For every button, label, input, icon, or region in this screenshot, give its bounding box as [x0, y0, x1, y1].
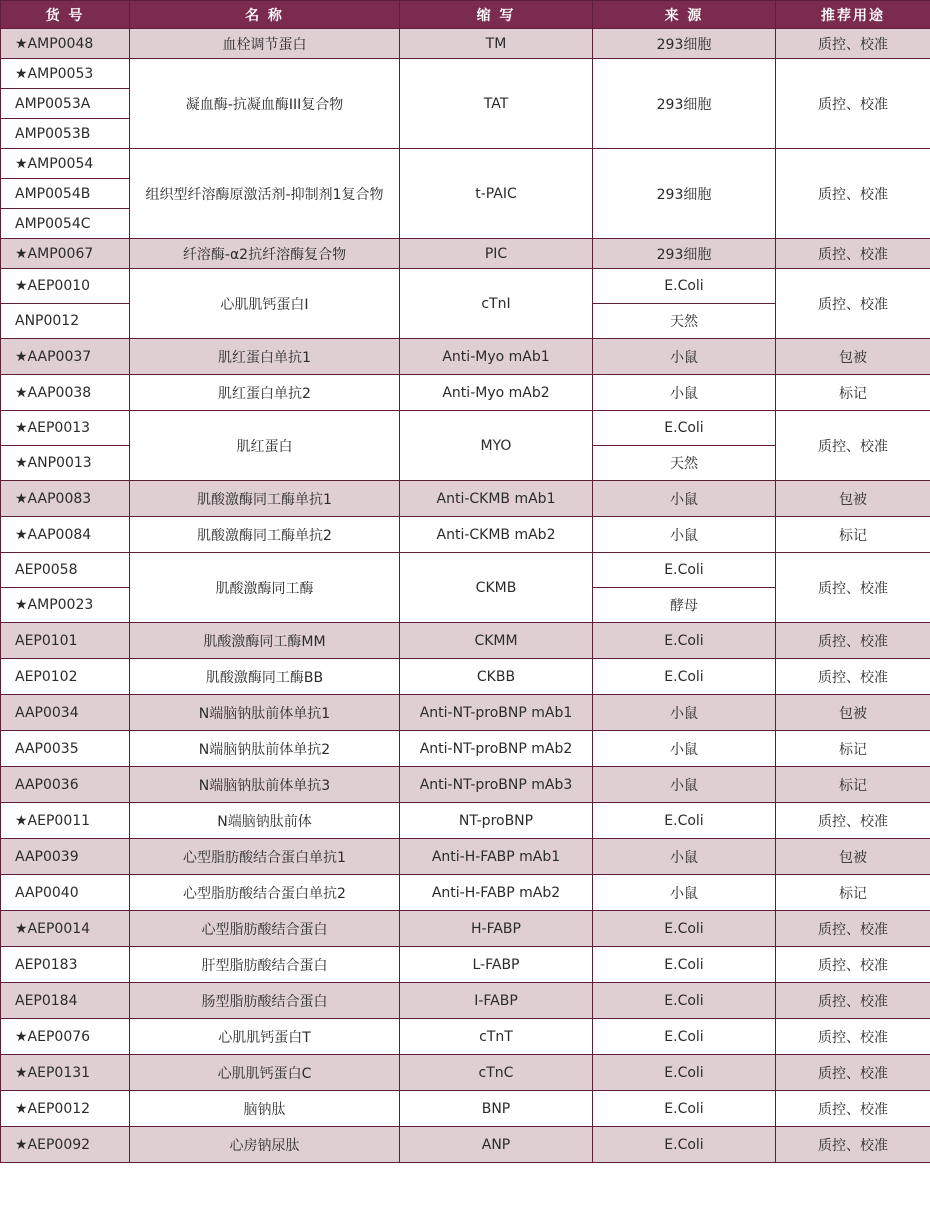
cell-source: 小鼠 — [593, 517, 776, 553]
cell-abbreviation: Anti-NT-proBNP mAb2 — [400, 731, 593, 767]
cell-usage: 质控、校准 — [776, 803, 930, 839]
cell-code: AAP0036 — [1, 767, 130, 803]
cell-code: AMP0054B — [1, 179, 130, 209]
cell-code: ★AEP0013 — [1, 411, 130, 446]
table-row — [1, 659, 930, 695]
cell-name: 肌酸激酶同工酶BB — [130, 659, 400, 695]
table-row — [1, 517, 930, 553]
cell-abbreviation: NT-proBNP — [400, 803, 593, 839]
cell-usage: 质控、校准 — [776, 239, 930, 269]
table-row — [1, 481, 930, 517]
cell-code: AAP0039 — [1, 839, 130, 875]
header-code: 货 号 — [1, 1, 130, 29]
cell-usage: 质控、校准 — [776, 1055, 930, 1091]
cell-code: ★AEP0012 — [1, 1091, 130, 1127]
cell-usage: 标记 — [776, 875, 930, 911]
cell-name: N端脑钠肽前体单抗3 — [130, 767, 400, 803]
cell-code: AEP0102 — [1, 659, 130, 695]
cell-usage: 包被 — [776, 839, 930, 875]
table-row — [1, 803, 930, 839]
cell-code: ★AMP0048 — [1, 29, 130, 59]
table-row — [1, 375, 930, 411]
cell-usage: 质控、校准 — [776, 149, 930, 239]
cell-usage: 标记 — [776, 517, 930, 553]
cell-source: E.Coli — [593, 803, 776, 839]
cell-source: 293细胞 — [593, 59, 776, 149]
cell-code: AMP0053A — [1, 89, 130, 119]
cell-name: N端脑钠肽前体单抗2 — [130, 731, 400, 767]
cell-source: E.Coli — [593, 411, 776, 446]
table-row — [1, 695, 930, 731]
cell-abbreviation: CKMB — [400, 553, 593, 623]
cell-code: ★AEP0131 — [1, 1055, 130, 1091]
cell-source: 293细胞 — [593, 239, 776, 269]
cell-code: ★AMP0023 — [1, 588, 130, 623]
cell-abbreviation: Anti-H-FABP mAb1 — [400, 839, 593, 875]
cell-name: 心型脂肪酸结合蛋白 — [130, 911, 400, 947]
cell-usage: 标记 — [776, 375, 930, 411]
table-row — [1, 29, 930, 59]
cell-abbreviation: Anti-CKMB mAb2 — [400, 517, 593, 553]
cell-name: 肌酸激酶同工酶单抗1 — [130, 481, 400, 517]
cell-source: E.Coli — [593, 947, 776, 983]
cell-usage: 质控、校准 — [776, 983, 930, 1019]
cell-abbreviation: ANP — [400, 1127, 593, 1163]
header-name: 名 称 — [130, 1, 400, 29]
cell-source: E.Coli — [593, 1055, 776, 1091]
cell-name: 纤溶酶-α2抗纤溶酶复合物 — [130, 239, 400, 269]
cell-abbreviation: Anti-NT-proBNP mAb3 — [400, 767, 593, 803]
cell-usage: 包被 — [776, 339, 930, 375]
cell-usage: 质控、校准 — [776, 947, 930, 983]
cell-name: 肌酸激酶同工酶MM — [130, 623, 400, 659]
cell-code: AEP0101 — [1, 623, 130, 659]
table-row — [1, 1055, 930, 1091]
cell-abbreviation: cTnC — [400, 1055, 593, 1091]
cell-source: 酵母 — [593, 588, 776, 623]
table-row — [1, 839, 930, 875]
cell-code: ★AMP0054 — [1, 149, 130, 179]
cell-name: 肌红蛋白 — [130, 411, 400, 481]
cell-name: 组织型纤溶酶原激活剂-抑制剂1复合物 — [130, 149, 400, 239]
table-row — [1, 59, 930, 89]
cell-usage: 标记 — [776, 767, 930, 803]
cell-source: 小鼠 — [593, 481, 776, 517]
cell-source: E.Coli — [593, 269, 776, 304]
table-row — [1, 239, 930, 269]
cell-usage: 质控、校准 — [776, 659, 930, 695]
header-source: 来 源 — [593, 1, 776, 29]
cell-name: 肌红蛋白单抗2 — [130, 375, 400, 411]
table-row — [1, 947, 930, 983]
table-row — [1, 911, 930, 947]
table-row — [1, 767, 930, 803]
cell-code: ★AAP0038 — [1, 375, 130, 411]
cell-abbreviation: Anti-Myo mAb2 — [400, 375, 593, 411]
cell-code: ★AEP0010 — [1, 269, 130, 304]
table-row — [1, 411, 930, 446]
cell-abbreviation: I-FABP — [400, 983, 593, 1019]
cell-code: ★AAP0083 — [1, 481, 130, 517]
cell-code: ★AAP0084 — [1, 517, 130, 553]
table-row — [1, 731, 930, 767]
cell-abbreviation: Anti-CKMB mAb1 — [400, 481, 593, 517]
cell-abbreviation: PIC — [400, 239, 593, 269]
cell-source: 小鼠 — [593, 839, 776, 875]
cell-source: E.Coli — [593, 983, 776, 1019]
cell-usage: 质控、校准 — [776, 29, 930, 59]
cell-name: 肌酸激酶同工酶单抗2 — [130, 517, 400, 553]
cell-source: E.Coli — [593, 553, 776, 588]
cell-source: 小鼠 — [593, 731, 776, 767]
cell-name: 心肌肌钙蛋白T — [130, 1019, 400, 1055]
cell-name: N端脑钠肽前体 — [130, 803, 400, 839]
cell-usage: 质控、校准 — [776, 623, 930, 659]
cell-abbreviation: L-FABP — [400, 947, 593, 983]
cell-source: 小鼠 — [593, 875, 776, 911]
cell-name: 血栓调节蛋白 — [130, 29, 400, 59]
cell-abbreviation: MYO — [400, 411, 593, 481]
cell-usage: 质控、校准 — [776, 553, 930, 623]
cell-code: ★ANP0013 — [1, 446, 130, 481]
table-header-row — [1, 1, 930, 29]
cell-code: ★AAP0037 — [1, 339, 130, 375]
cell-name: 心肌肌钙蛋白I — [130, 269, 400, 339]
cell-name: 肝型脂肪酸结合蛋白 — [130, 947, 400, 983]
cell-name: 脑钠肽 — [130, 1091, 400, 1127]
cell-usage: 质控、校准 — [776, 1127, 930, 1163]
cell-source: E.Coli — [593, 623, 776, 659]
cell-code: AAP0034 — [1, 695, 130, 731]
cell-code: AAP0040 — [1, 875, 130, 911]
table-row — [1, 1127, 930, 1163]
cell-source: 天然 — [593, 304, 776, 339]
table-row — [1, 339, 930, 375]
cell-code: ★AMP0053 — [1, 59, 130, 89]
cell-source: 293细胞 — [593, 149, 776, 239]
cell-name: 肌酸激酶同工酶 — [130, 553, 400, 623]
header-usage: 推荐用途 — [776, 1, 930, 29]
cell-usage: 包被 — [776, 695, 930, 731]
cell-source: 小鼠 — [593, 339, 776, 375]
cell-source: 小鼠 — [593, 695, 776, 731]
cell-name: 肌红蛋白单抗1 — [130, 339, 400, 375]
cell-abbreviation: t-PAIC — [400, 149, 593, 239]
table-row — [1, 269, 930, 304]
cell-abbreviation: Anti-H-FABP mAb2 — [400, 875, 593, 911]
cell-abbreviation: cTnT — [400, 1019, 593, 1055]
cell-name: 肠型脂肪酸结合蛋白 — [130, 983, 400, 1019]
cell-name: 心型脂肪酸结合蛋白单抗1 — [130, 839, 400, 875]
table-row — [1, 623, 930, 659]
cell-code: ★AEP0014 — [1, 911, 130, 947]
cell-code: AEP0184 — [1, 983, 130, 1019]
cell-abbreviation: CKBB — [400, 659, 593, 695]
cell-usage: 包被 — [776, 481, 930, 517]
cell-usage: 质控、校准 — [776, 911, 930, 947]
table-row — [1, 983, 930, 1019]
cell-source: E.Coli — [593, 1019, 776, 1055]
cell-source: 小鼠 — [593, 767, 776, 803]
cell-name: N端脑钠肽前体单抗1 — [130, 695, 400, 731]
cell-usage: 质控、校准 — [776, 59, 930, 149]
cell-code: ANP0012 — [1, 304, 130, 339]
cell-code: ★AEP0092 — [1, 1127, 130, 1163]
table-row — [1, 149, 930, 179]
cell-abbreviation: BNP — [400, 1091, 593, 1127]
cell-source: E.Coli — [593, 1091, 776, 1127]
table-row — [1, 553, 930, 588]
cell-abbreviation: TAT — [400, 59, 593, 149]
table-row — [1, 1019, 930, 1055]
cell-usage: 标记 — [776, 731, 930, 767]
cell-source: E.Coli — [593, 1127, 776, 1163]
table-row — [1, 1091, 930, 1127]
cell-usage: 质控、校准 — [776, 411, 930, 481]
cell-name: 心房钠尿肽 — [130, 1127, 400, 1163]
cell-usage: 质控、校准 — [776, 1019, 930, 1055]
cell-code: ★AEP0011 — [1, 803, 130, 839]
cell-source: E.Coli — [593, 911, 776, 947]
cell-abbreviation: Anti-Myo mAb1 — [400, 339, 593, 375]
cell-code: ★AEP0076 — [1, 1019, 130, 1055]
cell-source: 293细胞 — [593, 29, 776, 59]
cell-code: ★AMP0067 — [1, 239, 130, 269]
cell-code: AAP0035 — [1, 731, 130, 767]
cell-code: AMP0054C — [1, 209, 130, 239]
cell-code: AEP0058 — [1, 553, 130, 588]
cell-abbreviation: TM — [400, 29, 593, 59]
header-abbreviation: 缩 写 — [400, 1, 593, 29]
cell-code: AEP0183 — [1, 947, 130, 983]
table-row — [1, 875, 930, 911]
cell-usage: 质控、校准 — [776, 269, 930, 339]
cell-abbreviation: CKMM — [400, 623, 593, 659]
cell-name: 心肌肌钙蛋白C — [130, 1055, 400, 1091]
cell-name: 凝血酶-抗凝血酶III复合物 — [130, 59, 400, 149]
cell-abbreviation: cTnI — [400, 269, 593, 339]
cell-name: 心型脂肪酸结合蛋白单抗2 — [130, 875, 400, 911]
cell-source: 天然 — [593, 446, 776, 481]
cell-usage: 质控、校准 — [776, 1091, 930, 1127]
cell-code: AMP0053B — [1, 119, 130, 149]
cell-abbreviation: H-FABP — [400, 911, 593, 947]
cell-source: E.Coli — [593, 659, 776, 695]
cell-abbreviation: Anti-NT-proBNP mAb1 — [400, 695, 593, 731]
cell-source: 小鼠 — [593, 375, 776, 411]
